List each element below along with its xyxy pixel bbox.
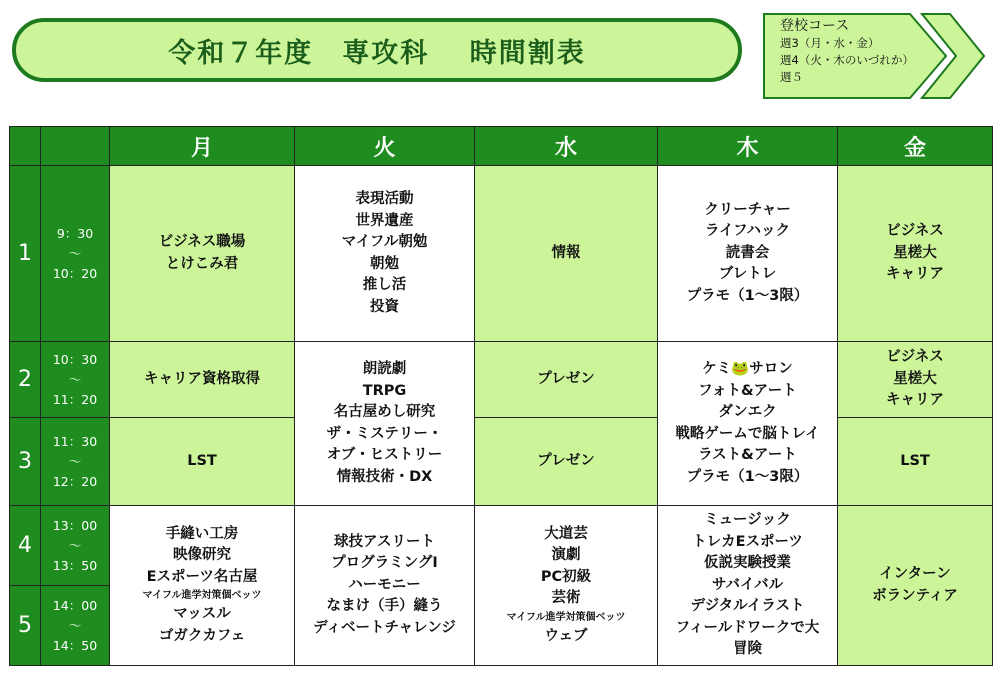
class-name: TRPG <box>362 382 407 399</box>
header-blank <box>41 127 110 166</box>
class-cell <box>110 506 295 666</box>
class-name: 芸術 <box>551 590 581 607</box>
class-name: ウェブ <box>544 627 588 644</box>
time-end: 14：50 <box>52 637 98 653</box>
class-name: マイフル進学対策個ベッツ <box>142 590 262 602</box>
class-name: オブ・ヒストリー <box>326 447 443 463</box>
class-name: 映像研究 <box>173 547 231 564</box>
class-name: ビジネス <box>886 223 944 240</box>
time-start: 9：30 <box>56 225 94 241</box>
class-cell <box>658 166 838 342</box>
time-end: 11：20 <box>52 391 98 407</box>
period-time <box>41 342 110 418</box>
class-name: 情報 <box>551 244 581 261</box>
class-name: 投資 <box>370 298 399 315</box>
class-cell <box>475 166 658 342</box>
class-cell <box>110 342 295 418</box>
course-heading: 登校コース <box>780 18 850 34</box>
class-cell <box>475 506 658 666</box>
course-list <box>780 18 914 86</box>
class-name: クリーチャー <box>704 201 791 218</box>
class-name: Eスポーツ名古屋 <box>146 568 258 585</box>
class-name: ビジネス <box>886 349 944 366</box>
period-time <box>41 418 110 506</box>
class-name: 大道芸 <box>544 525 588 542</box>
class-cell <box>295 506 475 666</box>
class-name: トレカEスポーツ <box>692 533 803 550</box>
class-name: 球技アスリート <box>334 533 435 550</box>
class-cell <box>838 506 993 666</box>
time-sep: 〜 <box>68 245 82 261</box>
class-name: インターン <box>879 566 951 582</box>
class-cell <box>475 342 658 418</box>
class-name: ダンエク <box>718 404 777 420</box>
class-name: プレゼン <box>537 370 595 387</box>
time-start: 13：00 <box>52 517 98 533</box>
time-start: 10：30 <box>52 351 98 367</box>
class-name: プログラミングⅠ <box>331 555 438 572</box>
class-name: フォト&アート <box>698 382 797 399</box>
page-title: 令和７年度 専攻科 時間割表 <box>168 37 586 69</box>
class-name: プレゼン <box>537 452 595 469</box>
period-number: 5 <box>10 586 41 666</box>
class-cell <box>110 166 295 342</box>
class-name: ケミ🐸サロン <box>702 361 793 377</box>
course-line: 週3（月・水・金） <box>780 36 880 50</box>
day-header-thu: 木 <box>658 127 838 166</box>
class-name: 朗読劇 <box>362 361 407 377</box>
timetable <box>9 126 993 666</box>
period-number: 2 <box>10 342 41 418</box>
time-sep: 〜 <box>68 617 82 633</box>
class-cell <box>658 506 838 666</box>
period-number: 3 <box>10 418 41 506</box>
time-end: 12：20 <box>52 473 98 489</box>
time-end: 10：20 <box>52 265 98 281</box>
day-header-tue: 火 <box>295 127 475 166</box>
class-name: 名古屋めし研究 <box>333 404 436 420</box>
period-row-3 <box>10 418 993 506</box>
class-name: ビジネス職場 <box>158 234 246 250</box>
class-cell <box>838 166 993 342</box>
class-name: ディベートチャレンジ <box>313 619 456 636</box>
day-header-fri: 金 <box>838 127 993 166</box>
class-name: キャリア <box>886 392 944 409</box>
period-time <box>41 506 110 586</box>
class-name: なまけ（手）縫う <box>326 598 443 615</box>
class-name: ゴガクカフェ <box>158 627 246 644</box>
period-time <box>41 166 110 342</box>
header-blank <box>10 127 41 166</box>
class-cell <box>658 342 838 506</box>
class-name: 演劇 <box>551 547 581 564</box>
period-row-4 <box>10 506 993 586</box>
class-name: キャリア <box>886 266 944 283</box>
day-header-wed: 水 <box>475 127 658 166</box>
period-row-2 <box>10 342 993 418</box>
class-name: ザ・ミステリー・ <box>326 425 443 442</box>
class-name: 冒険 <box>733 641 762 658</box>
time-end: 13：50 <box>52 557 98 573</box>
class-cell <box>838 342 993 418</box>
class-name: 読書会 <box>725 244 770 261</box>
class-name: フィールドワークで大 <box>675 619 820 636</box>
class-name: 朝勉 <box>370 255 399 272</box>
title-banner <box>12 18 742 82</box>
class-name: PC初級 <box>540 568 592 585</box>
time-sep: 〜 <box>68 537 82 553</box>
class-name: 手縫い工房 <box>165 525 239 542</box>
class-name: ボランティア <box>872 587 958 604</box>
class-name: 星槎大 <box>893 244 937 261</box>
class-name: ライフハック <box>705 223 790 240</box>
class-name: ブレトレ <box>718 266 777 283</box>
class-name: 星槎大 <box>893 370 937 387</box>
class-name: LST <box>187 452 217 469</box>
class-name: ミュージック <box>704 512 791 529</box>
period-number: 4 <box>10 506 41 586</box>
period-time <box>41 586 110 666</box>
class-name: プラモ（1〜3限） <box>686 468 809 485</box>
class-name: 世界遺産 <box>355 212 414 229</box>
class-name: ラスト&アート <box>698 447 797 463</box>
class-cell <box>295 342 475 506</box>
course-box <box>762 12 922 98</box>
class-cell <box>295 166 475 342</box>
class-name: とけこみ君 <box>165 255 239 272</box>
time-sep: 〜 <box>68 453 82 469</box>
class-name: デジタルイラスト <box>690 598 805 615</box>
class-name: 表現活動 <box>355 191 414 207</box>
class-cell <box>110 418 295 506</box>
class-name: LST <box>900 452 930 469</box>
class-cell <box>475 418 658 506</box>
class-name: 戦略ゲームで脳トレイ <box>675 425 820 442</box>
class-name: ハーモニー <box>348 576 421 593</box>
class-name: マイフル進学対策個ベッツ <box>506 611 626 623</box>
class-name: マッスル <box>173 606 231 623</box>
time-start: 11：30 <box>52 433 98 449</box>
day-header-row <box>10 127 993 166</box>
class-name: マイフル朝勉 <box>341 234 428 250</box>
class-name: 推し活 <box>362 277 407 293</box>
period-row-1 <box>10 166 993 342</box>
time-start: 14：00 <box>52 597 98 613</box>
class-name: キャリア資格取得 <box>144 370 260 387</box>
course-line: 週５ <box>780 70 803 84</box>
class-name: 仮説実験授業 <box>704 555 791 572</box>
class-name: サバイバル <box>711 576 784 593</box>
day-header-mon: 月 <box>110 127 295 166</box>
time-sep: 〜 <box>68 371 82 387</box>
class-name: プラモ（1〜3限） <box>686 287 809 304</box>
period-number: 1 <box>10 166 41 342</box>
class-name: 情報技術・DX <box>336 468 433 485</box>
course-line: 週4（火・木のいづれか） <box>780 53 914 67</box>
class-cell <box>838 418 993 506</box>
